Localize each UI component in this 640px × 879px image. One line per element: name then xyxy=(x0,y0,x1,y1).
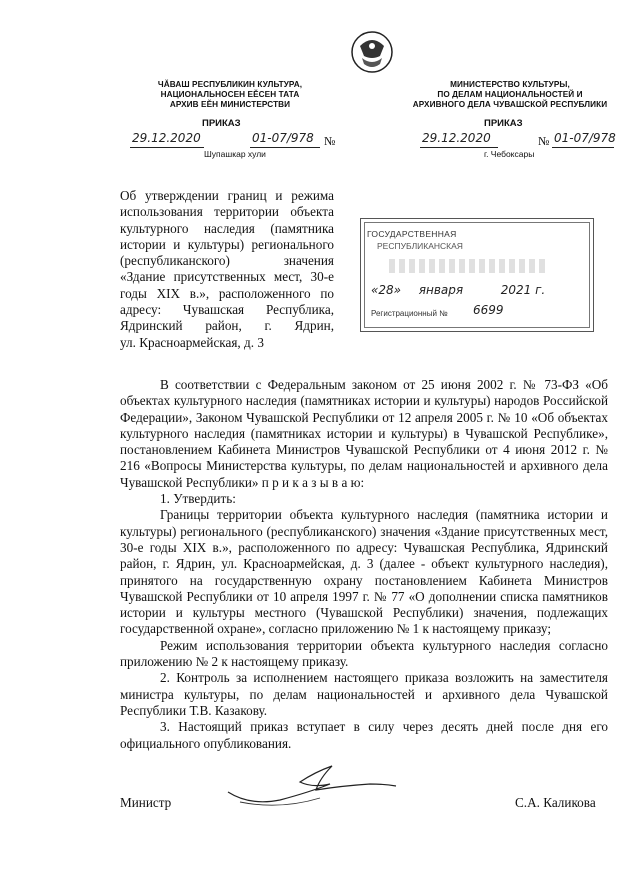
order-number-left: 01-07/978 xyxy=(252,131,314,145)
title-line: ул. Красноармейская, д. 3 xyxy=(120,334,264,350)
preamble-paragraph: В соответствии с Федеральным законом от 25 июня 2002 г. № 73-ФЗ «Об объектах культурного наследия (памятниках истории и культуры) народов Российской Федерации», Законом Чувашской Республики от 12 апреля 2005 г. № 10 «Об объектах культурного наследия (памятниках истории и культуры) в Чувашской Республике», постановлением Кабинета Министров Чувашской Республики от 4 июня 2012 г. № 216 «Вопросы Министерства культуры, по делам национальностей и архивного дела Чувашской Республики» п р и к а з ы в а ю: xyxy=(120,377,608,490)
stamp-reg-number: 6699 xyxy=(473,303,504,317)
stamp-date-year: 2021 г. xyxy=(500,283,546,297)
ministry-name-russian xyxy=(398,80,622,110)
header-left-line: АРХИВ ЕĔН МИНИСТЕРСТВИ xyxy=(169,100,291,109)
title-line: Ядринский район, г. Ядрин, xyxy=(120,318,334,334)
title-line: истории и культуры) регионального xyxy=(120,236,334,252)
coat-of-arms-emblem xyxy=(350,30,394,74)
number-underline-right xyxy=(552,147,614,148)
number-sign-right: № xyxy=(538,134,550,148)
title-line: адресу: Чувашская Республика, xyxy=(120,302,334,318)
order-label-right: ПРИКАЗ xyxy=(484,118,523,129)
stamp-reg-label: Регистрационный № xyxy=(371,309,448,318)
number-sign-left: № xyxy=(324,134,336,148)
title-line: «Здание присутственных мест, 30-е xyxy=(120,269,334,285)
item-1: 1. Утвердить: xyxy=(160,491,236,507)
order-label-left: ПРИКАЗ xyxy=(202,118,241,129)
handwritten-signature xyxy=(220,762,400,814)
header-right-line: МИНИСТЕРСТВО КУЛЬТУРЫ, xyxy=(450,80,570,89)
stamp-date xyxy=(371,283,545,297)
title-line: (республиканского) значения xyxy=(120,253,334,269)
place-right: г. Чебоксары xyxy=(484,149,535,159)
order-number-right: 01-07/978 xyxy=(554,131,616,145)
number-underline-left xyxy=(250,147,320,148)
header-left-line: ЧĂВАШ РЕСПУБЛИКИН КУЛЬТУРА, xyxy=(157,80,303,89)
item-1a-borders: Границы территории объекта культурного наследия (памятника истории и культуры) регионального (республиканского) значения «Здание присутственных мест, 30-е годы XIX в.», расположенного по адресу: Чувашская Республика, Ядринский район, г. Ядрин, ул. Красноармейская, д. 3 (далее - объект культурного наследия), принятого на государственную охрану постановлением Кабинета Министров Чувашской Республики от 10 апреля 1997 г. № 77 «О дополнении списка памятников истории и культуры местного (Чувашской Республики) значения, подлежащих государственной охране», согласно приложению № 1 к настоящему приказу; xyxy=(120,507,608,637)
stamp-line-1: ГОСУДАРСТВЕННАЯ xyxy=(367,229,457,239)
signatory-name: С.А. Каликова xyxy=(515,795,596,810)
stamp-faded-text xyxy=(389,259,549,273)
header-right-line: АРХИВНОГО ДЕЛА ЧУВАШСКОЙ РЕСПУБЛИКИ xyxy=(412,100,608,109)
order-body xyxy=(120,377,608,752)
registration-stamp xyxy=(360,218,594,332)
item-3-effect: 3. Настоящий приказ вступает в силу через десять дней после дня его официального опубликования. xyxy=(120,719,608,751)
item-2-control: 2. Контроль за исполнением настоящего приказа возложить на заместителя министра культуры, по делам национальностей и архивного дела Чувашской Республики Т.В. Казакову. xyxy=(120,670,608,718)
title-line: использования территории объекта xyxy=(120,204,334,220)
title-line: культурного наследия (памятника xyxy=(120,220,334,236)
item-1b-regime: Режим использования территории объекта культурного наследия согласно приложению № 2 к настоящему приказу. xyxy=(120,637,608,670)
signatory-position: Министр xyxy=(120,795,172,810)
order-date-left: 29.12.2020 xyxy=(132,131,201,145)
order-title xyxy=(120,188,334,351)
header-left-line: НАЦИОНАЛЬНОСЕН ЕĔСЕН ТАТА xyxy=(160,90,300,99)
order-date-right: 29.12.2020 xyxy=(422,131,491,145)
title-line: годы XIX в.», расположенного по xyxy=(120,285,334,301)
header-right-line: ПО ДЕЛАМ НАЦИОНАЛЬНОСТЕЙ И xyxy=(437,90,583,99)
stamp-line-2: РЕСПУБЛИКАНСКАЯ xyxy=(377,241,463,251)
place-left: Шупашкар хули xyxy=(204,149,266,159)
stamp-date-day: «28» xyxy=(371,283,402,297)
stamp-date-month: января xyxy=(418,283,464,297)
date-underline-right xyxy=(420,147,498,148)
date-underline-left xyxy=(130,147,204,148)
ministry-name-chuvash xyxy=(140,80,320,110)
title-line: Об утверждении границ и режима xyxy=(120,188,334,203)
